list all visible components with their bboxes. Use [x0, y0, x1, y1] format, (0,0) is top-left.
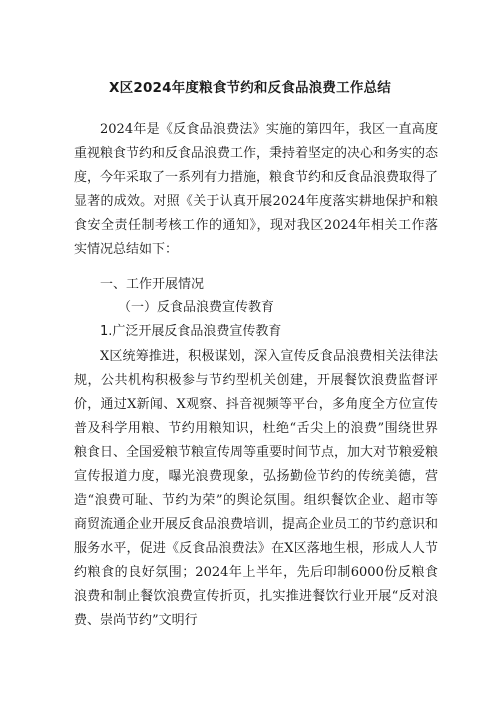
body-paragraph-text: X区统筹推进，积极谋划，深入宣传反食品浪费相关法律法规，公共机构积极参与节约型机关创建，开展餐饮浪费监督评价，通过X新闻、X观察、抖音视频等平台，多角度全方位宣传普及科学用粮、节约用粮知识，杜绝“舌尖上的浪费”围绕世界粮食日、全国爱粮节粮宣传周等重要时间节点，加大对节粮爱粮宣传报道力度，曝光浪费现象，弘扬勤俭节约的传统美德，营造“浪费可耻、节约为荣”的舆论氛围。组织餐饮企业、超市等商贸流通企业开展反食品浪费培训，提高企业员工的节约意识和服务水平，促进《反食品浪费法》在X区落地生根，形成人人节约粮食的良好氛围；2024年上半年，先后印制6000份反粮食浪费和制止餐饮浪费宣传折页，扎实推进餐饮行业开展“反对浪费、崇尚节约”文明行: [74, 349, 439, 628]
intro-paragraph: [74, 118, 438, 262]
body-paragraph: [74, 345, 438, 633]
section-heading-1: 一、工作开展情况: [100, 277, 205, 292]
document-title: X区2024年度粮食节约和反食品浪费工作总结: [109, 80, 391, 96]
intro-paragraph-text: 2024年是《反食品浪费法》实施的第四年，我区一直高度重视粮食节约和反食品浪费工作，秉持着坚定的决心和务实的态度，今年采取了一系列有力措施，粮食节约和反食品浪费取得了显著的成效。对照《关于认真开展2024年度落实耕地保护和粮食安全责任制考核工作的通知》，现对我区2024年相关工作落实情况总结如下：: [74, 122, 439, 257]
section-heading-3: 1.广泛开展反食品浪费宣传教育: [100, 324, 282, 339]
section-heading-2: （一）反食品浪费宣传教育: [118, 300, 275, 315]
